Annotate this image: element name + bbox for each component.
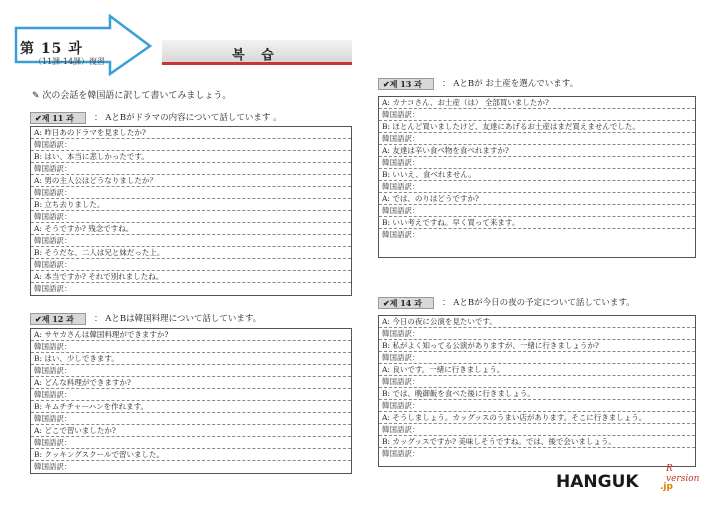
answer-field[interactable]: 韓国語訳： bbox=[379, 328, 695, 340]
dialogue-line: A: どこで習いましたか? bbox=[31, 425, 351, 437]
answer-field[interactable]: 韓国語訳： bbox=[382, 230, 420, 239]
logo-text: HANGUK bbox=[556, 472, 639, 492]
answer-field[interactable]: 韓国語訳： bbox=[379, 352, 695, 364]
dialogue-line: B: 私がよく知ってる公演がありますが、一緒に行きましょうか? bbox=[379, 340, 695, 352]
answer-field[interactable]: 韓国語訳： bbox=[31, 235, 351, 247]
answer-field[interactable]: 韓国語訳： bbox=[31, 341, 351, 353]
dialogue-line: A: そうしましょう。カッグッスのうまい店があります。そこに行きましょう。 bbox=[379, 412, 695, 424]
answer-field[interactable]: 韓国語訳： bbox=[31, 259, 351, 271]
dialogue-line: B: カッグッスですか? 美味しそうですね。では、後で会いましょう。 bbox=[379, 436, 695, 448]
section-13-box bbox=[378, 96, 696, 258]
answer-field[interactable]: 韓国語訳： bbox=[379, 424, 695, 436]
section-12-box bbox=[30, 328, 352, 474]
dialogue-line: B: キムチチャーハンを作れます。 bbox=[31, 401, 351, 413]
section-11-header bbox=[30, 112, 350, 124]
dialogue-line: A: 昨日あのドラマを見ましたか? bbox=[31, 127, 351, 139]
instruction-text: ✎ 次の会話を韓国語に訳して書いてみましょう。 bbox=[32, 91, 232, 101]
section-13-desc: ： AとBが お土産を選んでいます。 bbox=[442, 79, 579, 89]
dialogue-line: A: 良いです。一緒に行きましょう。 bbox=[379, 364, 695, 376]
hanguk-logo bbox=[556, 464, 706, 498]
review-tab-label: 복 습 bbox=[232, 48, 280, 63]
dialogue-line: A: 友達は辛い食べ物を食べれますか? bbox=[379, 145, 695, 157]
section-11-tag: ✔제 11 과 bbox=[30, 112, 86, 124]
dialogue-line: A: カナコさん、お土産（は） 全部買いましたか? bbox=[379, 97, 695, 109]
dialogue-line: A: どんな料理ができますか? bbox=[31, 377, 351, 389]
dialogue-line: A: では、のりはどうですか? bbox=[379, 193, 695, 205]
logo-suffix: .jp bbox=[660, 482, 673, 492]
answer-field[interactable]: 韓国語訳： bbox=[31, 437, 351, 449]
answer-field[interactable]: 韓国語訳： bbox=[31, 187, 351, 199]
dialogue-line: B: では、晩御飯を食べた後に行きましょう。 bbox=[379, 388, 695, 400]
dialogue-line: A: 今日の夜に公演を見たいです。 bbox=[379, 316, 695, 328]
answer-field[interactable]: 韓国語訳： bbox=[31, 413, 351, 425]
dialogue-line: B: 立ち去りました。 bbox=[31, 199, 351, 211]
answer-field[interactable]: 韓国語訳： bbox=[31, 211, 351, 223]
answer-field[interactable]: 韓国語訳： bbox=[379, 157, 695, 169]
answer-field[interactable]: 韓国語訳： bbox=[379, 133, 695, 145]
section-12-header bbox=[30, 313, 350, 325]
lesson-title: 第 15 과 bbox=[20, 41, 83, 57]
answer-field[interactable]: 韓国語訳： bbox=[34, 462, 72, 471]
review-tab bbox=[162, 40, 352, 62]
dialogue-line: A: そうですか? 残念ですね。 bbox=[31, 223, 351, 235]
section-13-tag: ✔제 13 과 bbox=[378, 78, 434, 90]
dialogue-line: A: 男の主人公はどうなりましたか？ bbox=[31, 175, 351, 187]
dialogue-line: B: はい、少しできます。 bbox=[31, 353, 351, 365]
answer-field[interactable]: 韓国語訳： bbox=[31, 389, 351, 401]
answer-field[interactable]: 韓国語訳： bbox=[379, 400, 695, 412]
dialogue-line: A: サヤカさんは韓国料理ができますか? bbox=[31, 329, 351, 341]
section-14-box bbox=[378, 315, 696, 467]
logo-script: R version bbox=[666, 464, 700, 484]
dialogue-line: B: いい考えですね。早く買って来ます。 bbox=[379, 217, 695, 229]
section-12-desc: ： AとBは韓国料理について話しています。 bbox=[94, 314, 262, 324]
answer-field[interactable]: 韓国語訳： bbox=[379, 109, 695, 121]
answer-field[interactable]: 韓国語訳： bbox=[31, 163, 351, 175]
section-14-header bbox=[378, 297, 708, 309]
dialogue-line: B: ほとんど買いましたけど、友達にあげるお土産はまだ買えませんでした。 bbox=[379, 121, 695, 133]
section-14-desc: ： AとBが今日の夜の予定について話しています。 bbox=[442, 298, 635, 308]
dialogue-line: B: クッキングスクールで習いました。 bbox=[31, 449, 351, 461]
dialogue-line: A: 本当ですか? それで別れましたね。 bbox=[31, 271, 351, 283]
answer-field[interactable]: 韓国語訳： bbox=[31, 365, 351, 377]
section-12-tag: ✔제 12 과 bbox=[30, 313, 86, 325]
answer-field[interactable]: 韓国語訳： bbox=[379, 181, 695, 193]
lesson-subtitle: （11課-14課）復習 bbox=[34, 57, 106, 66]
answer-field[interactable]: 韓国語訳： bbox=[31, 139, 351, 151]
answer-field[interactable]: 韓国語訳： bbox=[382, 449, 420, 458]
answer-field[interactable]: 韓国語訳： bbox=[379, 205, 695, 217]
dialogue-line: B: はい、本当に悲しかったです。 bbox=[31, 151, 351, 163]
section-13-header bbox=[378, 78, 708, 90]
section-11-desc: ： AとBがドラマの内容について話しています 。 bbox=[94, 113, 282, 123]
answer-field[interactable]: 韓国語訳： bbox=[34, 284, 72, 293]
dialogue-line: B: そうだな、二人は兄と妹だった上。 bbox=[31, 247, 351, 259]
section-14-tag: ✔제 14 과 bbox=[378, 297, 434, 309]
answer-field[interactable]: 韓国語訳： bbox=[379, 376, 695, 388]
dialogue-line: B: いいえ、食べれません。 bbox=[379, 169, 695, 181]
section-11-box bbox=[30, 126, 352, 296]
